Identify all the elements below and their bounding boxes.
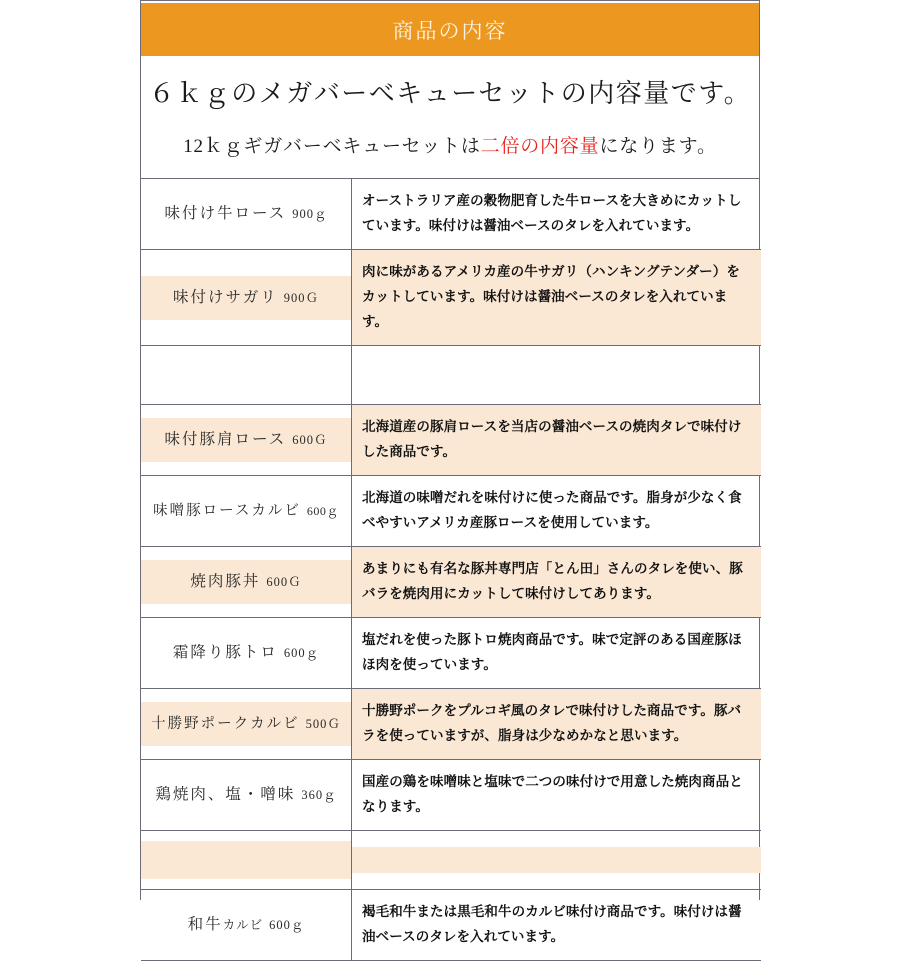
product-weight: 900ｇ (292, 207, 328, 222)
product-weight: 360ｇ (301, 787, 337, 802)
product-name-main: 焼肉豚丼 (190, 572, 261, 590)
product-name (141, 773, 351, 817)
product-contents-table (141, 179, 761, 960)
product-name-cell (141, 830, 352, 889)
product-description: 褐毛和牛または黒毛和牛のカルビ味付け商品です。味付けは醤油ベースのタレを入れています。 (362, 903, 742, 944)
product-description: 塩だれを使った豚トロ焼肉商品です。味で定評のある国産豚ほほ肉を使っています。 (362, 631, 742, 672)
table-body (141, 179, 761, 960)
product-description: 十勝野ポークをプルコギ風のタレで味付けした商品です。豚バラを使っていますが、脂身は少なめかなと思います。 (352, 689, 761, 759)
table-row (141, 476, 761, 547)
product-name (141, 489, 351, 533)
product-description-cell (352, 830, 762, 889)
product-name-main: 味付け牛ロース (164, 205, 287, 223)
product-name-main: 十勝野ポークカルビ (151, 716, 300, 733)
product-description (352, 847, 761, 873)
panel-title: 商品の内容 (392, 19, 508, 43)
product-description: オーストラリア産の穀物肥育した牛ロースを大きめにカットしています。味付けは醤油ベースのタレを入れています。 (362, 193, 742, 234)
table-row (141, 759, 761, 830)
product-name-cell (141, 617, 352, 688)
product-description-cell (352, 179, 762, 249)
product-name-cell (141, 476, 352, 547)
product-name (141, 276, 351, 320)
table-row (141, 688, 761, 759)
product-description: 北海道産の豚肩ロースを当店の醤油ベースの焼肉タレで味付けした商品です。 (352, 405, 761, 475)
intro-sub-text (141, 135, 759, 159)
product-weight: 600Ｇ (266, 574, 302, 589)
product-name-main: 和牛 (187, 915, 223, 933)
product-name-main: 味噌豚ロースカルビ (153, 503, 301, 520)
product-name (141, 364, 351, 386)
product-weight: 600ｇ (269, 917, 305, 932)
table-row (141, 546, 761, 617)
product-description-cell (352, 688, 762, 759)
intro-main-text: ６ｋｇのメガバーベキューセットの内容量です。 (148, 79, 752, 108)
product-name-cell (141, 405, 352, 476)
product-description: 北海道の味噌だれを味付けに使った商品です。脂身が少なく食べやすいアメリカ産豚ロースを使用しています。 (362, 490, 742, 530)
product-description-cell (352, 405, 762, 476)
product-name (141, 631, 351, 675)
product-name-sub: カルビ (222, 917, 264, 932)
panel-header (141, 3, 759, 56)
product-name-cell (141, 759, 352, 830)
product-name-main: 味付けサガリ (173, 288, 278, 306)
table-row (141, 405, 761, 476)
product-name (141, 560, 351, 604)
table-row (141, 179, 761, 249)
product-description-cell (352, 250, 762, 346)
product-content-panel (140, 0, 760, 944)
table-row (141, 346, 761, 405)
product-name (141, 903, 351, 947)
product-description-cell (352, 476, 762, 547)
product-weight: 500Ｇ (305, 717, 341, 732)
product-weight: 600ｇ (306, 504, 339, 519)
product-description (352, 365, 761, 385)
product-weight: 900Ｇ (283, 290, 319, 305)
product-name-cell (141, 179, 352, 249)
product-name-main: 味付豚肩ロース (164, 431, 287, 449)
product-name (141, 192, 351, 236)
product-name (141, 841, 351, 879)
intro-sub-highlight: 二倍の内容量 (480, 135, 600, 157)
intro-sub-before: 12ｋｇギガバーベキューセットは (183, 135, 481, 157)
product-name-cell (141, 688, 352, 759)
product-description: 肉に味があるアメリカ産の牛サガリ（ハンキングテンダー）をカットしています。味付けは醤油ベースのタレを入れています。 (352, 250, 761, 345)
product-name-main: 霜降り豚トロ (172, 643, 278, 661)
product-description-cell (352, 759, 762, 830)
product-name-cell (141, 546, 352, 617)
product-description-cell (352, 617, 762, 688)
product-description: あまりにも有名な豚丼専門店「とん田」さんのタレを使い、豚バラを焼肉用にカットして味付けしてあります。 (352, 547, 761, 617)
product-description: 国産の鶏を味噌味と塩味で二つの味付けで用意した焼肉商品となります。 (362, 773, 743, 814)
product-weight: 600Ｇ (292, 433, 328, 448)
table-row (141, 830, 761, 889)
product-description-cell (352, 346, 762, 405)
intro-section (141, 56, 759, 179)
product-name (141, 702, 351, 746)
product-name-cell (141, 346, 352, 405)
product-name (141, 418, 351, 462)
intro-sub-after: になります。 (599, 135, 717, 157)
table-row (141, 617, 761, 688)
product-name-cell (141, 250, 352, 346)
product-name-main: 鶏焼肉、塩・噌味 (155, 785, 296, 803)
product-weight: 600ｇ (283, 645, 320, 660)
table-row (141, 250, 761, 346)
product-description-cell (352, 546, 762, 617)
